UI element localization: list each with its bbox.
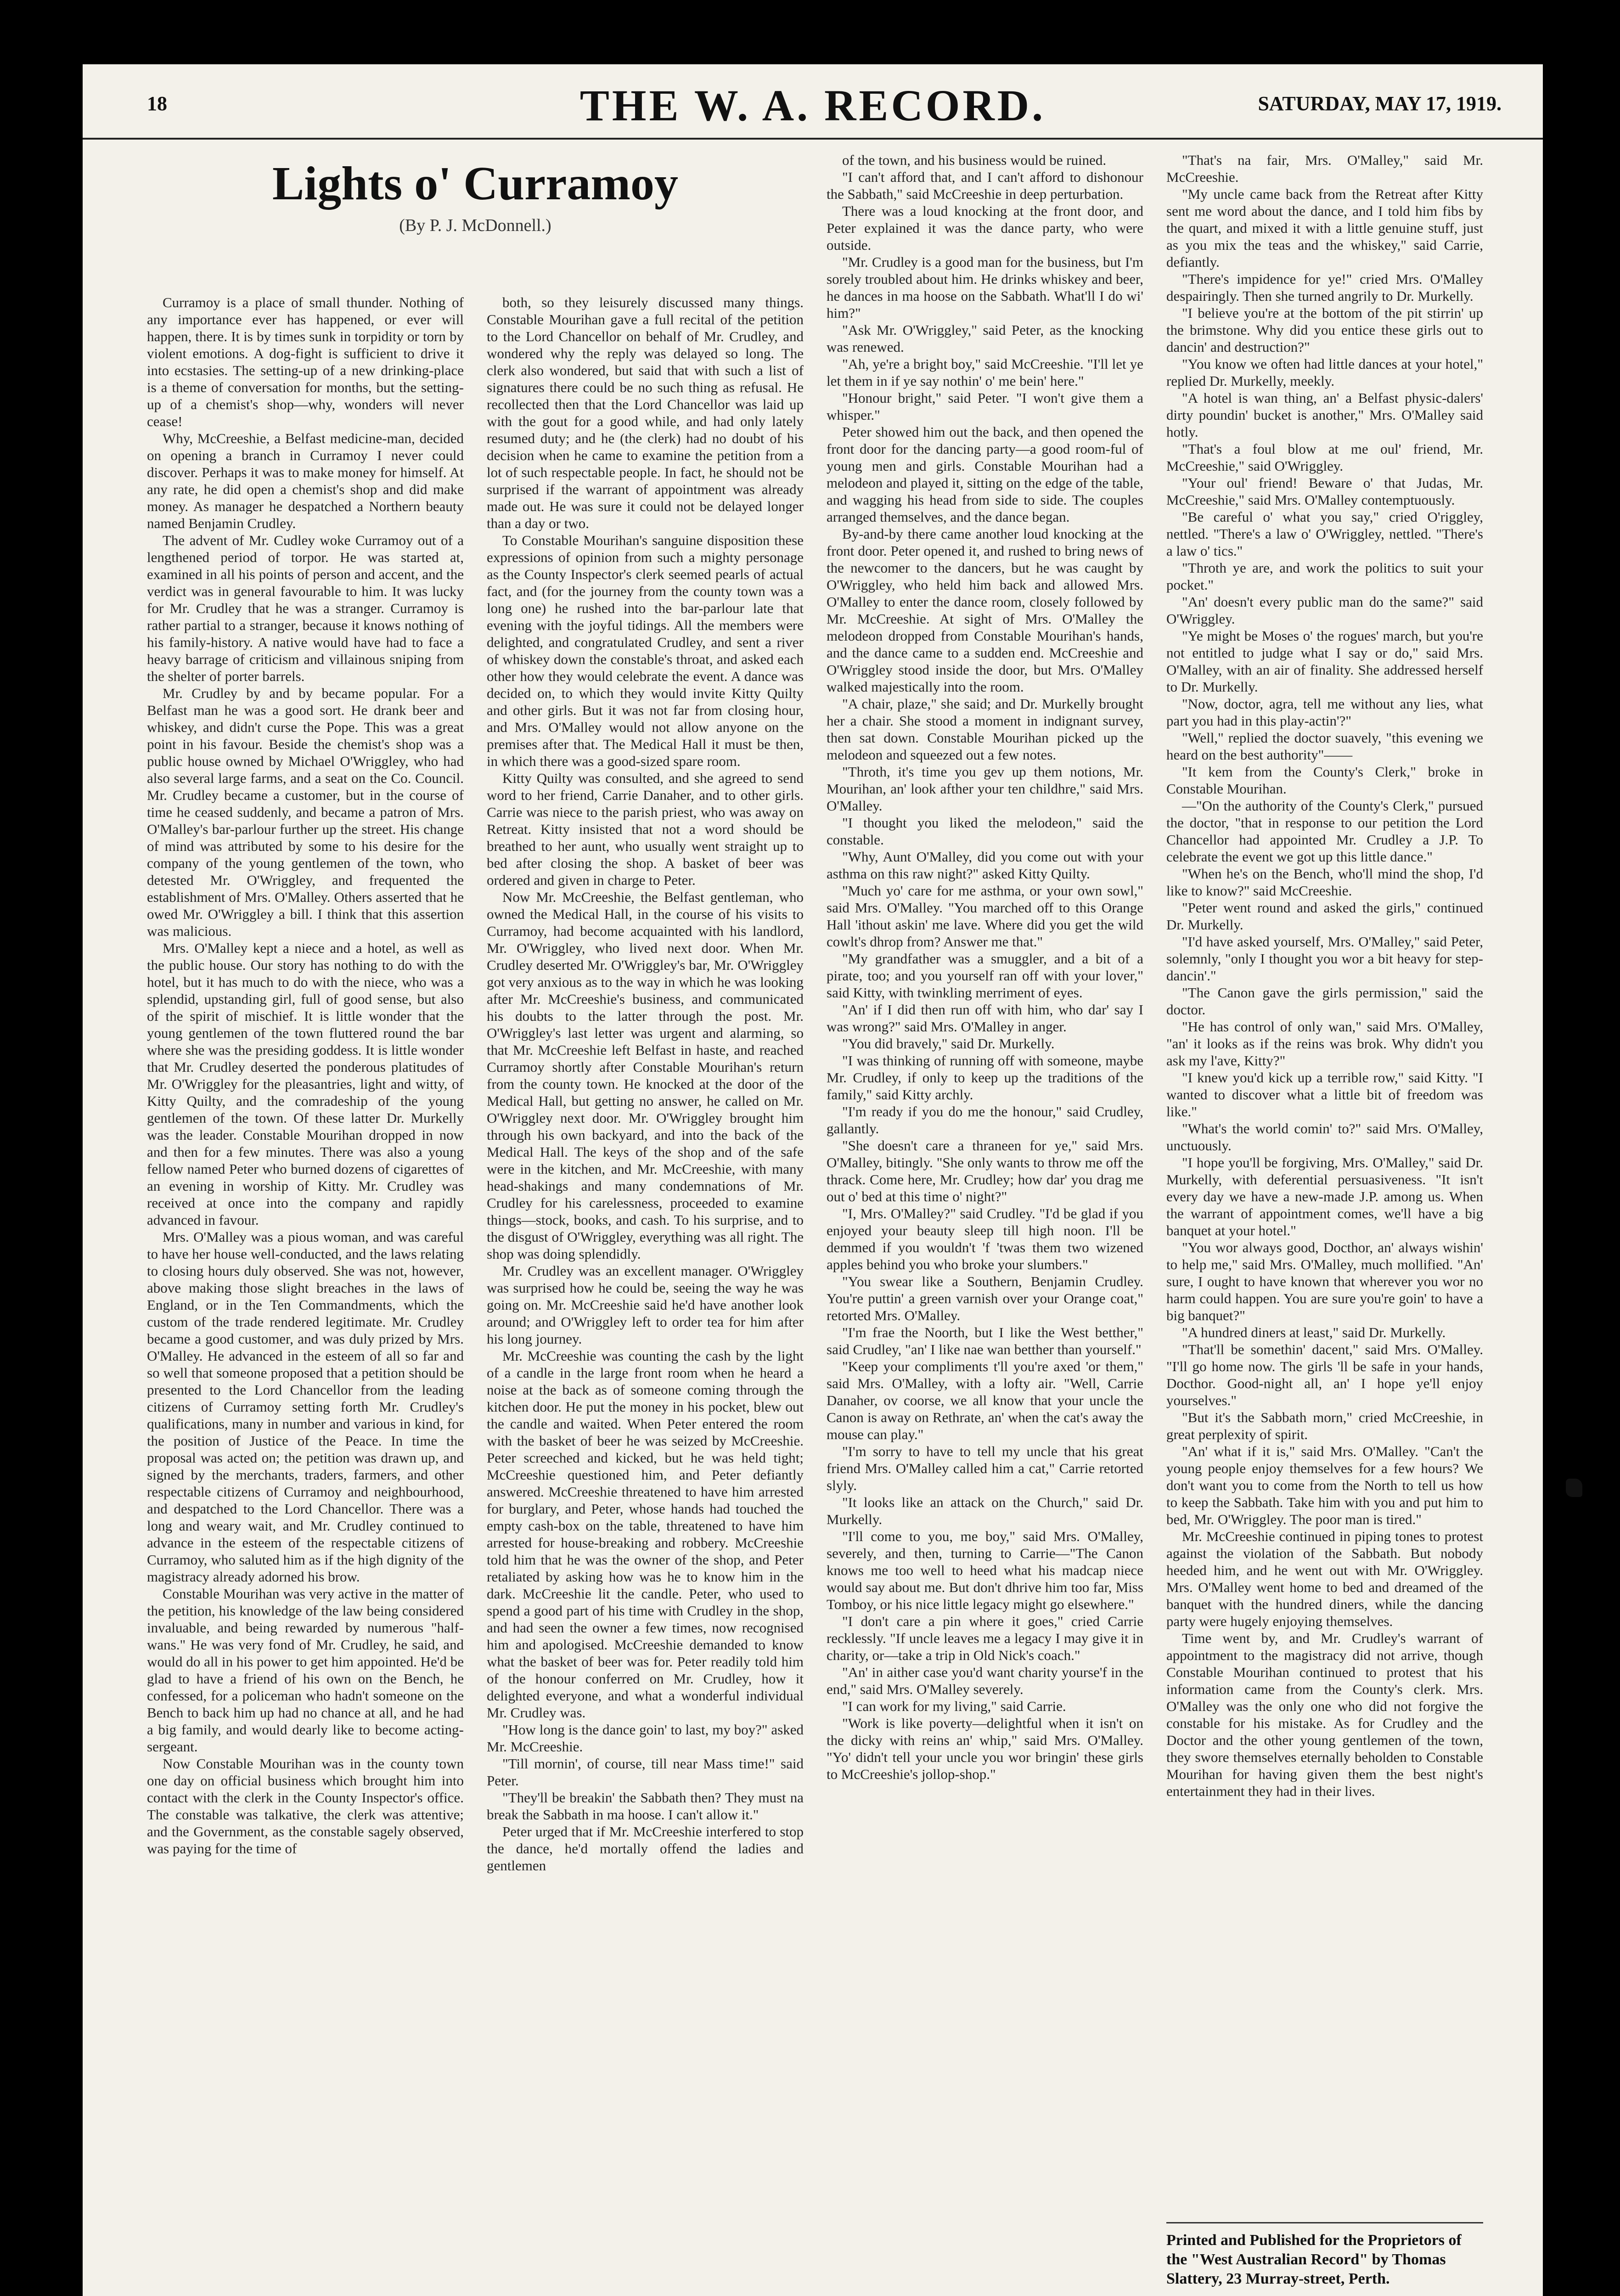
article-paragraph: "A hotel is wan thing, an' a Belfast physic-dalers' dirty poundin' bucket is another," Mrs. O'Malley said hotly. <box>1166 390 1483 440</box>
article-paragraph: "Peter went round and asked the girls," continued Dr. Murkelly. <box>1166 900 1483 933</box>
article-column-1 <box>147 294 464 2296</box>
article-paragraph: Time went by, and Mr. Crudley's warrant of appointment to the magistracy did not arrive, though Constable Mourihan continued to protest that his information came from the County's clerk. Mrs. O'Malley was the only one who did not forgive the constable for his mistake. As for Crudley and the Doctor and the other young gentlemen of the town, they swore themselves eternally beholden to Constable Mourihan for having given them the best night's entertainment they had in their lives. <box>1166 1630 1483 1799</box>
article-column-4 <box>1166 152 1483 2133</box>
article-paragraph: By-and-by there came another loud knocking at the front door. Peter opened it, and rushed to bring news of the newcomer to the dancers, but he was caught by O'Wriggley, who held him back and allowed Mrs. O'Malley to enter the dance room, closely followed by Mr. McCreeshie. At sight of Mrs. O'Malley the melodeon dropped from Constable Mourihan's hands, and the dance came to a sudden end. McCreeshie and O'Wriggley stood inside the door, but Mrs. O'Malley walked majestically into the room. <box>827 526 1143 695</box>
article-paragraph: "You know we often had little dances at your hotel," replied Dr. Murkelly, meekly. <box>1166 356 1483 389</box>
article-paragraph: "An' doesn't every public man do the same?" said O'Wriggley. <box>1166 594 1483 627</box>
article-paragraph: "But it's the Sabbath morn," cried McCreeshie, in great perplexity of spirit. <box>1166 1409 1483 1442</box>
article-paragraph: "I don't care a pin where it goes," cried Carrie recklessly. "If uncle leaves me a legacy I may give it in charity, or—take a trip in Old Nick's coach." <box>827 1613 1143 1663</box>
article-paragraph: "My grandfather was a smuggler, and a bit of a pirate, too; and you yourself ran off with your lover," said Kitty, with twinkling merriment of eyes. <box>827 951 1143 1001</box>
article-paragraph: Constable Mourihan was very active in the matter of the petition, his knowledge of the law being considered invaluable, and being rewarded by numerous "half-wans." He was very fond of Mr. Crudley, he said, and would do all in his power to get him appointed. He'd be glad to have a friend of his own on the Bench, he confessed, for a policeman who hadn't someone on the Bench to back him up had no chance at all, and he had a big family, and would dearly like to become acting-sergeant. <box>147 1586 464 1755</box>
article-paragraph: Peter showed him out the back, and then opened the front door for the dancing party—a good room-ful of young men and girls. Constable Mourihan had a melodeon and played it, sitting on the edge of the table, and wagging his head from side to side. The couples arranged themselves, and the dance began. <box>827 424 1143 525</box>
article-paragraph: "Your oul' friend! Beware o' that Judas, Mr. McCreeshie," said Mrs. O'Malley contemptuously. <box>1166 475 1483 508</box>
article-paragraph: The advent of Mr. Cudley woke Curramoy out of a lengthened period of torpor. He was started at, examined in all his points of person and accent, and the verdict was in general favourable to him. It was lucky for Mr. Crudley that he was a stranger. Curramoy is rather partial to a stranger, because it knows nothing of his family-history. A native would have had to face a heavy barrage of criticism and villainous sniping from the shelter of porter barrels. <box>147 532 464 684</box>
article-paragraph: "I'm ready if you do me the honour," said Crudley, gallantly. <box>827 1103 1143 1137</box>
article-paragraph: "You swear like a Southern, Benjamin Crudley. You're puttin' a green varnish over your Orange coat," retorted Mrs. O'Malley. <box>827 1273 1143 1323</box>
article-paragraph: "Till mornin', of course, till near Mass time!" said Peter. <box>487 1756 804 1789</box>
article-paragraph: Mrs. O'Malley kept a niece and a hotel, as well as the public house. Our story has nothing to do with the hotel, but it has much to do with the niece, who was a splendid, upstanding girl, full of good sense, but also of the spirit of mischief. It is little wonder that the young gentlemen of the town fluttered round the bar where she was the presiding goddess. It is little wonder that Mr. Crudley deserted the ponderous platitudes of Mr. O'Wriggley for the pleasantries, light and witty, of Kitty Quilty, and the comradeship of the young gentlemen of the town. Of these latter Dr. Murkelly was the leader. Constable Mourihan dropped in now and then for a few minutes. There was also a young fellow named Peter who burned dozens of cigarettes of an evening in worship of Kitty. Mr. Crudley was received at once into the company and rapidly advanced in favour. <box>147 940 464 1228</box>
article-paragraph: "I can work for my living," said Carrie. <box>842 1698 1066 1714</box>
article-paragraph: "A chair, plaze," she said; and Dr. Murkelly brought her a chair. She stood a moment in indignant survey, then sat down. Constable Mourihan picked up the melodeon and squeezed out a few notes. <box>827 696 1143 763</box>
article-byline: (By P. J. McDonnell.) <box>399 216 551 235</box>
article-paragraph: of the town, and his business would be ruined. <box>842 152 1107 168</box>
article-paragraph: "You did bravely," said Dr. Murkelly. <box>842 1035 1055 1052</box>
article-paragraph: "An' what if it is," said Mrs. O'Malley. "Can't the young people enjoy themselves for a few hours? We don't want you to come from the North to tell us how to keep the Sabbath. Take him with you and put him to bed, Mr. O'Wriggley. The poor man is tired." <box>1166 1443 1483 1527</box>
article-paragraph: "Work is like poverty—delightful when it isn't on the dicky with reins an' whip," said Mrs. O'Malley. "Yo' didn't tell your uncle you wor bringin' these girls to McCreeshie's jollop-shop." <box>827 1715 1143 1782</box>
article-paragraph: "I thought you liked the melodeon," said the constable. <box>827 815 1143 848</box>
article-paragraph: Kitty Quilty was consulted, and she agreed to send word to her friend, Carrie Danaher, and to other girls. Carrie was niece to the parish priest, who was away on Retreat. Kitty insisted that not a word should be breathed to her aunt, who usually went straight up to bed after closing the shop. A basket of beer was ordered and given in charge to Peter. <box>487 770 804 888</box>
issue-date: SATURDAY, MAY 17, 1919. <box>1258 92 1502 115</box>
article-paragraph: "He has control of only wan," said Mrs. O'Malley, "an' it looks as if the reins was brok. Why didn't you ask my l'ave, Kitty?" <box>1166 1019 1483 1069</box>
article-paragraph: "They'll be breakin' the Sabbath then? They must na break the Sabbath in ma hoose. I can't allow it." <box>487 1790 804 1823</box>
article-paragraph: Mr. McCreeshie was counting the cash by the light of a candle in the large front room when he heard a noise at the back as of someone coming through the kitchen door. He put the money in his pocket, blew out the candle and waited. When Peter entered the room with the basket of beer he was seized by McCreeshie. Peter screeched and kicked, but he was held tight; McCreeshie questioned him, and Peter defiantly answered. McCreeshie threatened to have him arrested for burglary, and Peter, whose hands had touched the empty cash-box on the table, threatened to have him arrested for house-breaking and robbery. McCreeshie told him that he was the owner of the shop, and Peter retaliated by asking how was he to know him in the dark. McCreeshie lit the candle. Peter, who used to spend a good part of his time with Crudley in the shop, and had seen the owner a few times, now recognised him and apologised. McCreeshie demanded to know what the basket of beer was for. Peter readily told him of the honour conferred on Mr. Crudley, how it delighted everyone, and what a wonderful individual Mr. Crudley was. <box>487 1348 804 1721</box>
article-paragraph: "Ah, ye're a bright boy," said McCreeshie. "I'll let ye let them in if ye say nothin' o' me bein' here." <box>827 356 1143 389</box>
masthead: THE W. A. RECORD. <box>579 81 1046 130</box>
article-paragraph: "That'll be somethin' dacent," said Mrs. O'Malley. "I'll go home now. The girls 'll be safe in your hands, Docthor. Good-night all, an' I hope ye'll enjoy yourselves." <box>1166 1341 1483 1408</box>
article-column-2 <box>487 294 804 2296</box>
article-paragraph: "Honour bright," said Peter. "I won't give them a whisper." <box>827 390 1143 423</box>
article-paragraph: "Much yo' care for me asthma, or your own sowl," said Mrs. O'Malley. "You marched off to this Orange Hall 'ithout askin' me lave. Where did you get the wild cowlt's dhrop from? Answer me that." <box>827 883 1143 950</box>
article-paragraph: To Constable Mourihan's sanguine disposition these expressions of opinion from such a mighty personage as the County Inspector's clerk seemed pearls of actual fact, and (for the journey from the county town was a long one) he rushed into the bar-parlour late that evening with the joyful tidings. All the members were delighted, and congratulated Crudley, and sent a river of whiskey down the constable's throat, and asked each other how they would celebrate the event. A dance was decided on, to which they would invite Kitty Quilty and other girls. But it was not far from closing hour, and Mrs. O'Malley would not allow anyone on the premises after that. The Medical Hall it must be then, in which there was a good-sized spare room. <box>487 532 804 769</box>
article-paragraph: There was a loud knocking at the front door, and Peter explained it was the dance party, who were outside. <box>827 203 1143 253</box>
article-paragraph: "I'm sorry to have to tell my uncle that his great friend Mrs. O'Malley called him a cat," Carrie retorted slyly. <box>827 1443 1143 1493</box>
article-paragraph: "There's impidence for ye!" cried Mrs. O'Malley despairingly. Then she turned angrily to Dr. Murkelly. <box>1166 271 1483 304</box>
article-paragraph: "What's the world comin' to?" said Mrs. O'Malley, unctuously. <box>1166 1120 1483 1154</box>
article-paragraph: "Ye might be Moses o' the rogues' march, but you're not entitled to judge what I say or do," said Mrs. O'Malley, with an air of finality. She addressed herself to Dr. Murkelly. <box>1166 628 1483 695</box>
page-number: 18 <box>147 92 167 115</box>
article-paragraph: Now Constable Mourihan was in the county town one day on official business which brought him into contact with the clerk in the County Inspector's office. The constable was talkative, the clerk was attentive; and the Government, as the constable sagely observed, was paying for the time of <box>147 1756 464 1857</box>
article-paragraph: Mr. Crudley was an excellent manager. O'Wriggley was surprised how he could be, seeing the way he was going on. Mr. McCreeshie said he'd have another look around; and O'Wriggley left to order tea for him after his long journey. <box>487 1263 804 1347</box>
article-paragraph: Mrs. O'Malley was a pious woman, and was careful to have her house well-conducted, and the laws relating to closing hours duly observed. She was not, however, above making those slight breaches in the laws of England, or in the Ten Commandments, which the custom of the trade rendered legitimate. Mr. Crudley became a good customer, and was duly prized by Mrs. O'Malley. He advanced in the esteem of all so far and so well that someone proposed that a petition should be presented to the Lord Chancellor from the leading citizens of Curramoy setting forth Mr. Crudley's qualifications, many in number and various in kind, for the position of Justice of the Peace. In time the proposal was acted on; the petition was drawn up, and signed by the merchants, traders, farmers, and other respectable citizens of Curramoy and neighbourhood, and despatched to the Lord Chancellor. There was a long and weary wait, and Mr. Crudley continued to advance in the esteem of the respectable citizens of Curramoy, who saluted him as if the high dignity of the magistracy already adorned his brow. <box>147 1229 464 1585</box>
article-paragraph: "The Canon gave the girls permission," said the doctor. <box>1166 985 1483 1018</box>
article-paragraph: Why, McCreeshie, a Belfast medicine-man, decided on opening a branch in Curramoy I never could discover. Perhaps it was to make money for himself. At any rate, he did open a chemist's shop and did make money. As manager he despatched a Northern beauty named Benjamin Crudley. <box>147 430 464 531</box>
article-paragraph: "That's a foul blow at me oul' friend, Mr. McCreeshie," said O'Wriggley. <box>1166 441 1483 474</box>
article-paragraph: "I'm frae the Noorth, but I like the West betther," said Crudley, "an' I like nae wan betther than yourself." <box>827 1324 1143 1357</box>
article-paragraph: "Now, doctor, agra, tell me without any lies, what part you had in this play-actin'?" <box>1166 696 1483 729</box>
article-paragraph: Curramoy is a place of small thunder. Nothing of any importance ever has happened, or ever will happen, there. It is by times sunk in torpidity or torn by violent emotions. A dog-fight is sufficient to drive it into ecstasies. The setting-up of a new drinking-place is a theme of conversation for months, but the setting-up of a chemist's shop—why, wonders will never cease! <box>147 294 464 429</box>
article-paragraph: "Well," replied the doctor suavely, "this evening we heard on the best authority"—— <box>1166 730 1483 763</box>
ink-blot <box>1566 1479 1582 1497</box>
article-paragraph: "That's na fair, Mrs. O'Malley," said Mr. McCreeshie. <box>1166 152 1483 185</box>
article-paragraph: "An' if I did then run off with him, who dar' say I was wrong?" said Mrs. O'Malley in anger. <box>827 1002 1143 1035</box>
article-paragraph: "How long is the dance goin' to last, my boy?" asked Mr. McCreeshie. <box>487 1722 804 1755</box>
article-paragraph: "Be careful o' what you say," cried O'riggley, nettled. "There's a law o' O'Wriggley, nettled. "There's a law o' tics." <box>1166 509 1483 559</box>
article-paragraph: "Throth ye are, and work the politics to suit your pocket." <box>1166 560 1483 593</box>
publisher-imprint: Printed and Published for the Proprietors of the "West Australian Record" by Thomas Slattery, 23 Murray-street, Perth. <box>1166 2222 1483 2289</box>
article-paragraph: Now Mr. McCreeshie, the Belfast gentleman, who owned the Medical Hall, in the course of his visits to Curramoy, had become acquainted with his landlord, Mr. O'Wriggley, who lived next door. When Mr. Crudley deserted Mr. O'Wriggley's bar, Mr. O'Wriggley got very anxious as to the way in which he was looking after Mr. McCreeshie's business, and communicated his doubts to the latter through the post. Mr. O'Wriggley's last letter was urgent and alarming, so that Mr. McCreeshie left Belfast in haste, and reached Curramoy shortly after Constable Mourihan's return from the county town. He knocked at the door of the Medical Hall, but getting no answer, he called on Mr. O'Wriggley next door. Mr. O'Wriggley brought him through his own backyard, and into the back of the Medical Hall. The keys of the shop and of the safe were in the kitchen, and Mr. McCreeshie, with many head-shakings and many condemnations of Mr. Crudley for his carelessness, proceeded to examine things—stock, books, and cash. To his surprise, and to the disgust of O'Wriggley, everything was all right. The shop was doing splendidly. <box>487 889 804 1262</box>
article-paragraph: —"On the authority of the County's Clerk," pursued the doctor, "that in response to our petition the Lord Chancellor had appointed Mr. Crudley a J.P. To celebrate the event we got up this little dance." <box>1166 798 1483 865</box>
article-paragraph: "I knew you'd kick up a terrible row," said Kitty. "I wanted to discover what a little bit of freedom was like." <box>1166 1069 1483 1120</box>
article-paragraph: "I'll come to you, me boy," said Mrs. O'Malley, severely, and then, turning to Carrie—"The Canon knows me too well to heed what his madcap niece would say about me. But don't dhrive him too far, Miss Tomboy, or his nice little legacy might go elsewhere." <box>827 1528 1143 1612</box>
article-paragraph: "When he's on the Bench, who'll mind the shop, I'd like to know?" said McCreeshie. <box>1166 866 1483 899</box>
article-paragraph: "I'd have asked yourself, Mrs. O'Malley," said Peter, solemnly, "only I thought you wor a bit heavy for step-dancin'." <box>1166 934 1483 984</box>
article-paragraph: both, so they leisurely discussed many things. Constable Mourihan gave a full recital of the petition to the Lord Chancellor on behalf of Mr. Crudley, and wondered why the reply was delayed so long. The clerk also wondered, but said that with such a list of signatures there could be no such thing as refusal. He recollected then that the Lord Chancellor was laid up with the gout for a good while, and had only lately resumed duty; and he (the clerk) had no doubt of his decision when he came to examine the petition from a lot of such respectable people. In fact, he should not be surprised if the warrant of appointment was already made out. He was sure it could not be delayed longer than a day or two. <box>487 294 804 531</box>
page-header <box>83 64 1543 140</box>
article-paragraph: "You wor always good, Docthor, an' always wishin' to help me," said Mrs. O'Malley, much mollified. "An' sure, I ought to have known that wherever you wor no harm could happen. You are sure you're goin' to have a big banquet?" <box>1166 1239 1483 1323</box>
article-paragraph: "I hope you'll be forgiving, Mrs. O'Malley," said Dr. Murkelly, with deferential persuasiveness. "It isn't every day we have a new-made J.P. among us. When the warrant of appointment comes, we'll have a big banquet at your hotel." <box>1166 1154 1483 1238</box>
article-paragraph: "I was thinking of running off with someone, maybe Mr. Crudley, if only to keep up the traditions of the family," said Kitty archly. <box>827 1052 1143 1103</box>
article-paragraph: "I, Mrs. O'Malley?" said Crudley. "I'd be glad if you enjoyed your beauty sleep till high noon. I'll be demmed if you wouldn't 'f 'twas them two wizened apples behind you who broke your slumbers." <box>827 1205 1143 1272</box>
article-paragraph: "I can't afford that, and I can't afford to dishonour the Sabbath," said McCreeshie in deep perturbation. <box>827 169 1143 202</box>
article-paragraph: "It kem from the County's Clerk," broke in Constable Mourihan. <box>1166 764 1483 797</box>
article-heading <box>147 152 804 289</box>
article-paragraph: "Throth, it's time you gev up them notions, Mr. Mourihan, an' look afther your ten childhre," said Mrs. O'Malley. <box>827 764 1143 814</box>
article-paragraph: "My uncle came back from the Retreat after Kitty sent me word about the dance, and I told him fibs by the quart, and mixed it with a little genuine stuff, just as you mix the teas and the whiskey," said Carrie, defiantly. <box>1166 186 1483 270</box>
article-paragraph: "Mr. Crudley is a good man for the business, but I'm sorely troubled about him. He drinks whiskey and beer, he dances in ma hoose on the Sabbath. What'll I do wi' him?" <box>827 254 1143 321</box>
article-paragraph: "I believe you're at the bottom of the pit stirrin' up the brimstone. Why did you entice these girls out to dancin' and destruction?" <box>1166 305 1483 355</box>
article-title: Lights o' Curramoy <box>272 157 678 210</box>
article-paragraph: "It looks like an attack on the Church," said Dr. Murkelly. <box>827 1494 1143 1527</box>
article-paragraph: Mr. Crudley by and by became popular. For a Belfast man he was a good sort. He drank beer and whiskey, and didn't curse the Pope. This was a great point in his favour. Beside the chemist's shop was a public house owned by Michael O'Wriggley, who had also several large farms, and a seat on the Co. Council. Mr. Crudley became a customer, but in the course of time he ceased suddenly, and became a patron of Mrs. O'Malley's bar-parlour further up the street. His change of mind was attributed by some to his desire for the company of the young gentlemen of the town, who detested Mr. O'Wriggley, and frequented the establishment of Mrs. O'Malley. Others asserted that he owed Mr. O'Wriggley a bill. I think that this assertion was malicious. <box>147 685 464 939</box>
article-paragraph: Peter urged that if Mr. McCreeshie interfered to stop the dance, he'd mortally offend the ladies and gentlemen <box>487 1823 804 1874</box>
article-paragraph: "An' in aither case you'd want charity yourse'f in the end," said Mrs. O'Malley severely. <box>827 1664 1143 1697</box>
article-paragraph: "Ask Mr. O'Wriggley," said Peter, as the knocking was renewed. <box>827 322 1143 355</box>
article-paragraph: "She doesn't care a thraneen for ye," said Mrs. O'Malley, bitingly. "She only wants to throw me off the thrack. Come here, Mr. Crudley; how dar' you drag me out o' bed at this time o' night?" <box>827 1137 1143 1204</box>
article-paragraph: "Keep your compliments t'll you're axed 'or them," said Mrs. O'Malley, with a lofty air. "Well, Carrie Danaher, ov coorse, we all know that your uncle the Canon is away on Rethrate, an' when the cat's away the mouse can play." <box>827 1358 1143 1442</box>
article-paragraph: "Why, Aunt O'Malley, did you come out with your asthma on this raw night?" asked Kitty Quilty. <box>827 849 1143 882</box>
article-column-3 <box>827 152 1143 2296</box>
article-paragraph: Mr. McCreeshie continued in piping tones to protest against the violation of the Sabbath. But nobody heeded him, and he went out with Mr. O'Wriggley. Mrs. O'Malley went home to bed and dreamed of the banquet with the hundred diners, while the dancing party were hugely enjoying themselves. <box>1166 1528 1483 1629</box>
article-paragraph: "A hundred diners at least," said Dr. Murkelly. <box>1182 1324 1446 1340</box>
